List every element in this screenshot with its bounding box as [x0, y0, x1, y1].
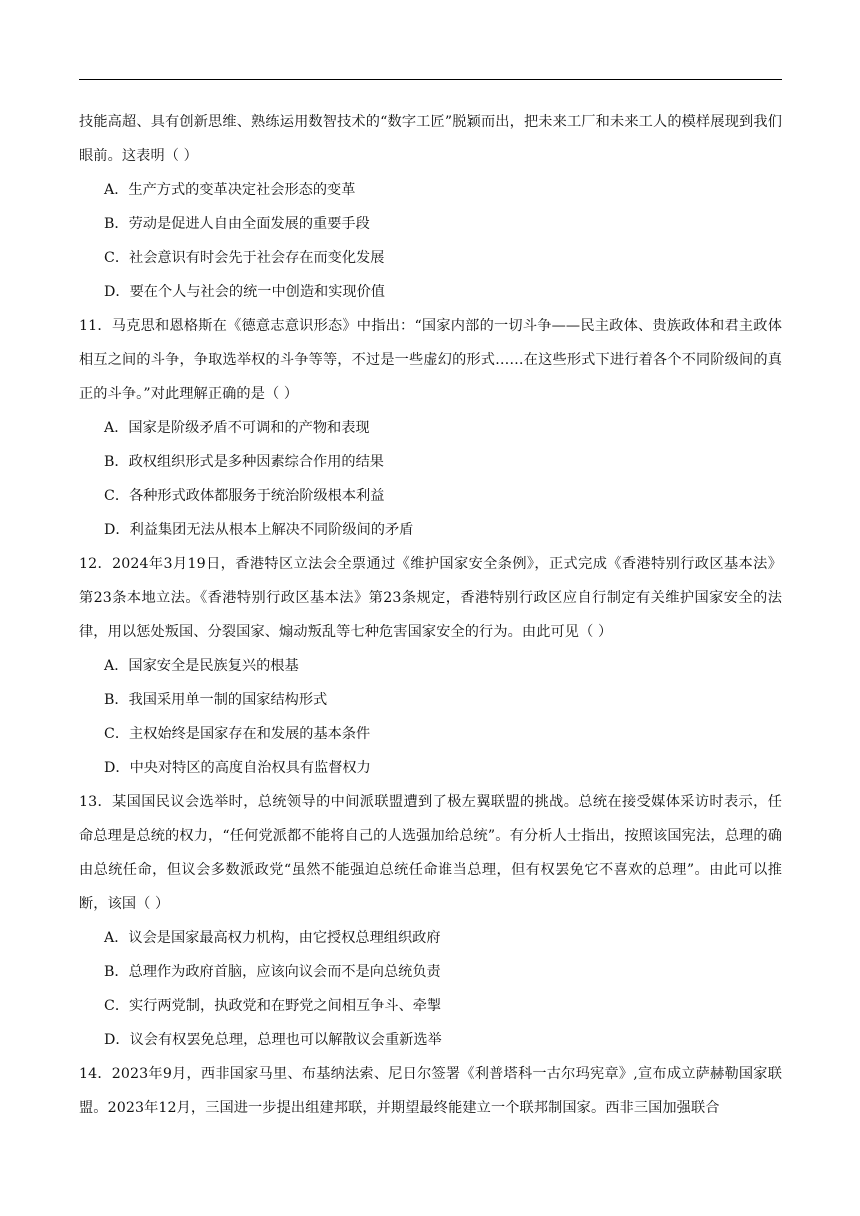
header-rule — [79, 79, 782, 80]
option-d: D．要在个人与社会的统一中创造和实现价值 — [104, 284, 385, 300]
option-c: C．各种形式政体都服务于统治阶级根本利益 — [104, 488, 385, 504]
option-a: A．议会是国家最高权力机构，由它授权总理组织政府 — [104, 930, 441, 946]
option-b: B．劳动是促进人自由全面发展的重要手段 — [104, 216, 370, 232]
question-10-stem-continuation: 技能高超、具有创新思维、熟练运用数智技术的“数字工匠”脱颖而出，把未来工厂和未来工人的模样展现到我们眼前。这表明（ ） — [79, 114, 782, 164]
option-a: A．生产方式的变革决定社会形态的变革 — [104, 182, 356, 198]
question-11 — [79, 309, 782, 547]
question-stem: 12．2024年3月19日，香港特区立法会全票通过《维护国家安全条例》，正式完成《香港特别行政区基本法》第23条本地立法。《香港特别行政区基本法》第23条规定，香港特别行政区应自行制定有关维护国家安全的法律，用以惩处叛国、分裂国家、煽动叛乱等七种危害国家安全的行为。由此可见（ ） — [79, 556, 782, 640]
question-stem: 14．2023年9月，西非国家马里、布基纳法索、尼日尔签署《利普塔科一古尔玛宪章》,宣布成立萨赫勒国家联盟。2023年12月，三国进一步提出组建邦联，并期望最终能建立一个联邦制国家。西非三国加强联合 — [79, 1066, 782, 1116]
option-b: B．总理作为政府首脑，应该向议会而不是向总统负责 — [104, 964, 441, 980]
question-13 — [79, 785, 782, 1057]
option-d: D．利益集团无法从根本上解决不同阶级间的矛盾 — [104, 522, 414, 538]
option-c: C．社会意识有时会先于社会存在而变化发展 — [104, 250, 385, 266]
option-c: C．实行两党制，执政党和在野党之间相互争斗、牵掣 — [104, 998, 442, 1014]
question-12 — [79, 547, 782, 785]
option-d: D．议会有权罢免总理，总理也可以解散议会重新选举 — [104, 1032, 442, 1048]
option-d: D．中央对特区的高度自治权具有监督权力 — [104, 760, 371, 776]
option-b: B．政权组织形式是多种因素综合作用的结果 — [104, 454, 384, 470]
option-c: C．主权始终是国家存在和发展的基本条件 — [104, 726, 371, 742]
option-b: B．我国采用单一制的国家结构形式 — [104, 692, 328, 708]
question-14 — [79, 1057, 782, 1125]
question-stem: 13．某国国民议会选举时，总统领导的中间派联盟遭到了极左翼联盟的挑战。总统在接受媒体采访时表示，任命总理是总统的权力，“任何党派都不能将自己的人选强加给总统”。有分析人士指出，按照该国宪法，总理的确由总统任命，但议会多数派政党“虽然不能强迫总统任命谁当总理，但有权罢免它不喜欢的总理”。由此可以推断，该国（ ） — [79, 794, 782, 912]
question-stem: 11．马克思和恩格斯在《德意志意识形态》中指出：“国家内部的一切斗争——民主政体、贵族政体和君主政体相互之间的斗争，争取选举权的斗争等等，不过是一些虚幻的形式……在这些形式下进行着各个不同阶级间的真正的斗争。”对此理解正确的是（ ） — [79, 318, 782, 402]
option-a: A．国家安全是民族复兴的根基 — [104, 658, 299, 674]
option-a: A．国家是阶级矛盾不可调和的产物和表现 — [104, 420, 370, 436]
question-10-options — [79, 173, 782, 309]
document-content — [79, 105, 782, 1125]
